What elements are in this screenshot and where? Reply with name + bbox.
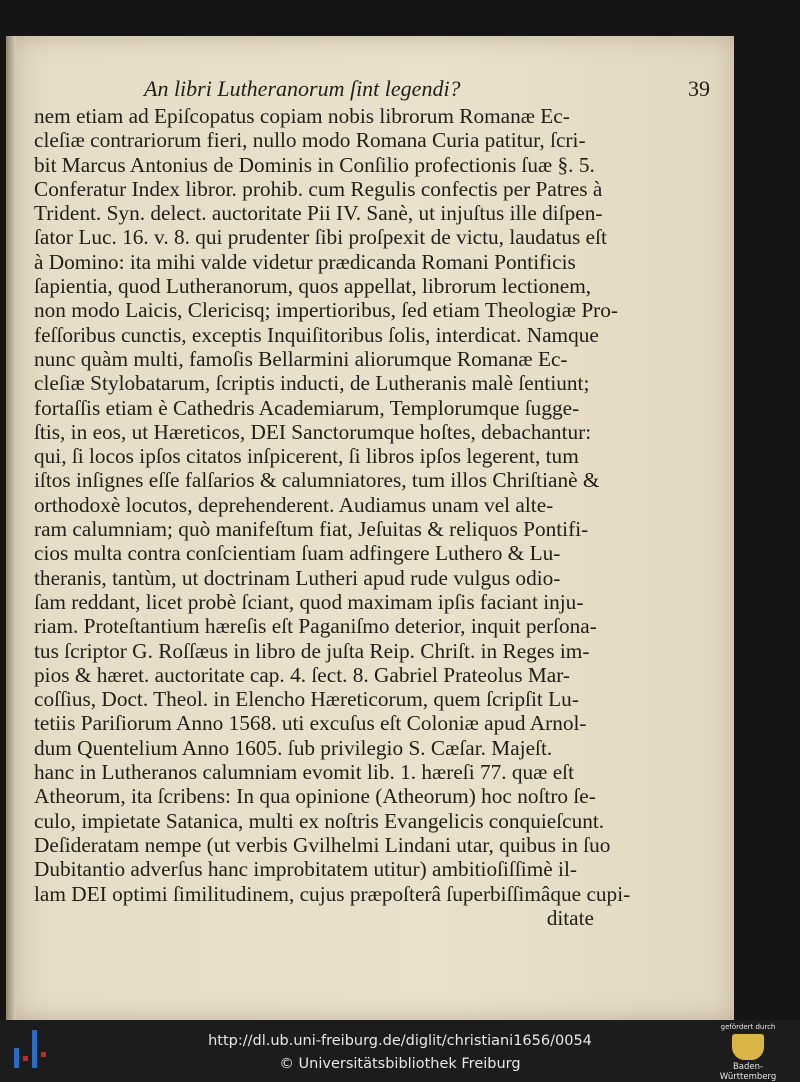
text-line: lam DEI optimi ſimilitudinem, cujus præpoſterâ ſuperbiſſimâque cupi-: [34, 881, 631, 906]
text-line: cleſiæ Stylobatarum, ſcriptis inducti, de Lutheranis malè ſentiunt;: [34, 371, 590, 396]
text-line: cios multa contra conſcientiam ſuam adfingere Luthero & Lu-: [34, 541, 561, 566]
text-line: non modo Laicis, Clericisq; impertioribus, ſed etiam Theologiæ Pro-: [34, 298, 619, 323]
text-line: tus ſcriptor G. Roſſæus in libro de juſta Reip. Chriſt. in Reges im-: [34, 638, 590, 663]
text-line: Dubitantio adverſus hanc improbitatem utitur) ambitioſiſſimè il-: [34, 857, 577, 882]
text-line: riam. Proteſtantium hæreſis eſt Paganiſmo deterior, inquit perſona-: [34, 614, 597, 639]
text-line: cleſiæ contrariorum fieri, nullo modo Romana Curia patitur, ſcri-: [34, 128, 586, 153]
copyright-notice: © Universitätsbibliothek Freiburg: [279, 1056, 521, 1072]
running-title: An libri Lutheranorum ſint legendi?: [144, 76, 461, 101]
text-line: ſam reddant, licet probè ſciant, quod maximam ipſis faciant inju-: [34, 589, 584, 614]
text-line: coſſius, Doct. Theol. in Elencho Hæreticorum, quem ſcripſit Lu-: [34, 687, 579, 712]
text-line: iſtos inſignes eſſe falſarios & calumniatores, tum illos Chriſtianè &: [34, 468, 600, 493]
text-line: ſtis, in eos, ut Hæreticos, DEI Sanctorumque hoſtes, debachantur:: [34, 419, 592, 444]
footer-bar: [0, 1020, 800, 1082]
text-line: fortaſſis etiam è Cathedris Academiarum, Templorumque ſugge-: [34, 395, 580, 420]
text-line: qui, ſi locos ipſos citatos inſpicerent, ſi libros ipſos legerent, tum: [34, 444, 579, 469]
text-line: Atheorum, ita ſcribens: In qua opinione (Atheorum) hoc noſtro ſe-: [34, 784, 596, 809]
text-line: Conferatur Index libror. prohib. cum Regulis confectis per Patres à: [34, 176, 603, 201]
text-line: feſſoribus cunctis, exceptis Inquiſitoribus ſolis, interdicat. Namque: [34, 322, 599, 347]
book-page: [6, 36, 734, 1020]
text-line: dum Quentelium Anno 1605. ſub privilegio S. Cæſar. Majeſt.: [34, 735, 553, 760]
text-line: tetiis Pariſiorum Anno 1568. uti excuſus eſt Coloniæ apud Arnol-: [34, 711, 587, 736]
text-line: ſator Luc. 16. v. 8. qui prudenter ſibi proſpexit de victu, laudatus eſt: [34, 225, 607, 250]
text-line: nem etiam ad Epiſcopatus copiam nobis librorum Romanæ Ec-: [34, 104, 570, 128]
text-line: Trident. Syn. delect. auctoritate Pii IV. Sanè, ut injuſtus ille diſpen-: [34, 201, 603, 226]
page-gutter: [6, 36, 16, 1020]
running-head: [144, 76, 710, 106]
text-line: ditate: [546, 905, 594, 930]
text-line: nunc quàm multi, famoſis Bellarmini aliorumque Romanæ Ec-: [34, 346, 568, 371]
text-line: culo, impietate Satanica, multi ex noſtris Evangelicis conquieſcunt.: [34, 808, 605, 833]
text-line: theranis, tantùm, ut doctrinam Lutheri apud rude vulgus odio-: [34, 565, 561, 590]
text-line: hanc in Lutheranos calumniam evomit lib. 1. hæreſi 77. quæ eſt: [34, 760, 575, 785]
text-line: bit Marcus Antonius de Dominis in Conſilio profectionis ſuæ §. 5.: [34, 152, 595, 177]
text-line: à Domino: ita mihi valde videtur prædicanda Romani Pontificis: [34, 249, 576, 274]
text-line: ram calumniam; quò manifeſtum fiat, Jeſuitas & reliquos Pontifi-: [34, 517, 589, 542]
text-line: pios & hæret. auctoritate cap. 4. ſect. 8. Gabriel Prateolus Mar-: [34, 662, 570, 687]
coat-of-arms-icon: [731, 1033, 765, 1061]
text-line: Deſideratam nempe (ut verbis Gvilhelmi Lindani utar, quibus in ſuo: [34, 832, 611, 857]
page-text: [34, 104, 724, 930]
sponsor-name: Baden-Württemberg: [719, 1062, 777, 1082]
text-line: ſapientia, quod Lutheranorum, quos appellat, librorum lectionem,: [34, 274, 592, 299]
permalink-url[interactable]: http://dl.ub.uni-freiburg.de/diglit/christiani1656/0054: [208, 1033, 592, 1049]
text-line: orthodoxè locutos, deprehenderent. Audiamus unam vel alte-: [34, 492, 554, 517]
sponsor-badge: [708, 1023, 788, 1082]
page-number: 39: [688, 76, 710, 101]
sponsor-caption: gefördert durch: [720, 1023, 776, 1031]
